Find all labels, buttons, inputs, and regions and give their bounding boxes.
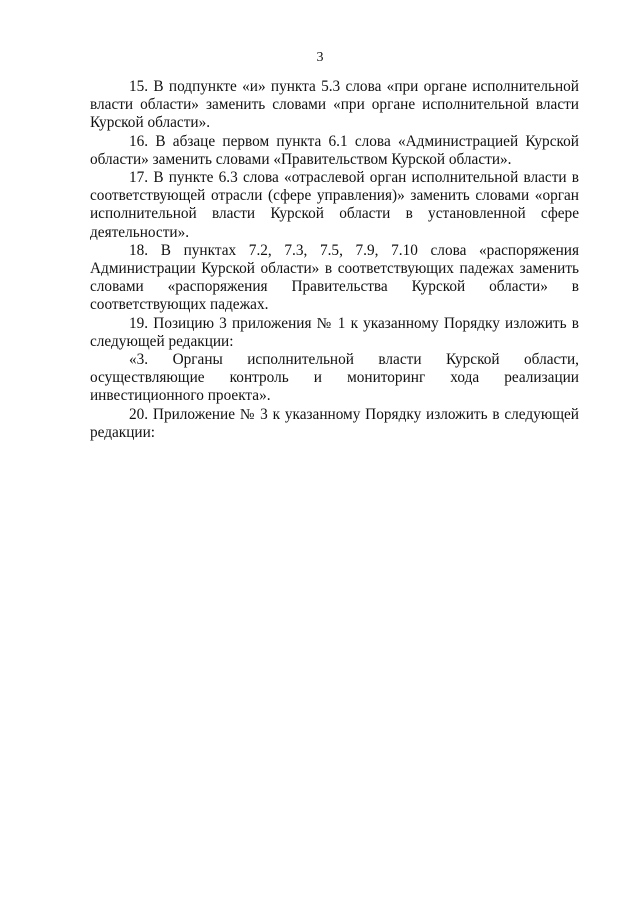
document-body [90,78,579,442]
quoted-position-3: «3. Органы исполнительной власти Курской области, осуществляющие контроль и мониторинг хода реализации инвестиционного проекта». [90,351,579,405]
paragraph-15: 15. В подпункте «и» пункта 5.3 слова «при органе исполнительной власти области» заменить словами «при органе исполнительной власти Курской области». [90,78,579,132]
paragraph-20: 20. Приложение № 3 к указанному Порядку изложить в следующей редакции: [90,405,579,441]
paragraph-18: 18. В пунктах 7.2, 7.3, 7.5, 7.9, 7.10 слова «распоряжения Администрации Курской области» в соответствующих падежах заменить словами «распоряжения Правительства Курской области» в соответствующих падежах. [90,241,579,314]
paragraph-16: 16. В абзаце первом пункта 6.1 слова «Администрацией Курской области» заменить словами «Правительством Курской области». [90,132,579,168]
page-number: 3 [316,50,324,65]
paragraph-19: 19. Позицию 3 приложения № 1 к указанному Порядку изложить в следующей редакции: [90,314,579,350]
paragraph-17: 17. В пункте 6.3 слова «отраслевой орган исполнительной власти в соответствующей отрасли (сфере управления)» заменить словами «орган исполнительной власти Курской области в установленной сфере деятельности». [90,169,579,241]
